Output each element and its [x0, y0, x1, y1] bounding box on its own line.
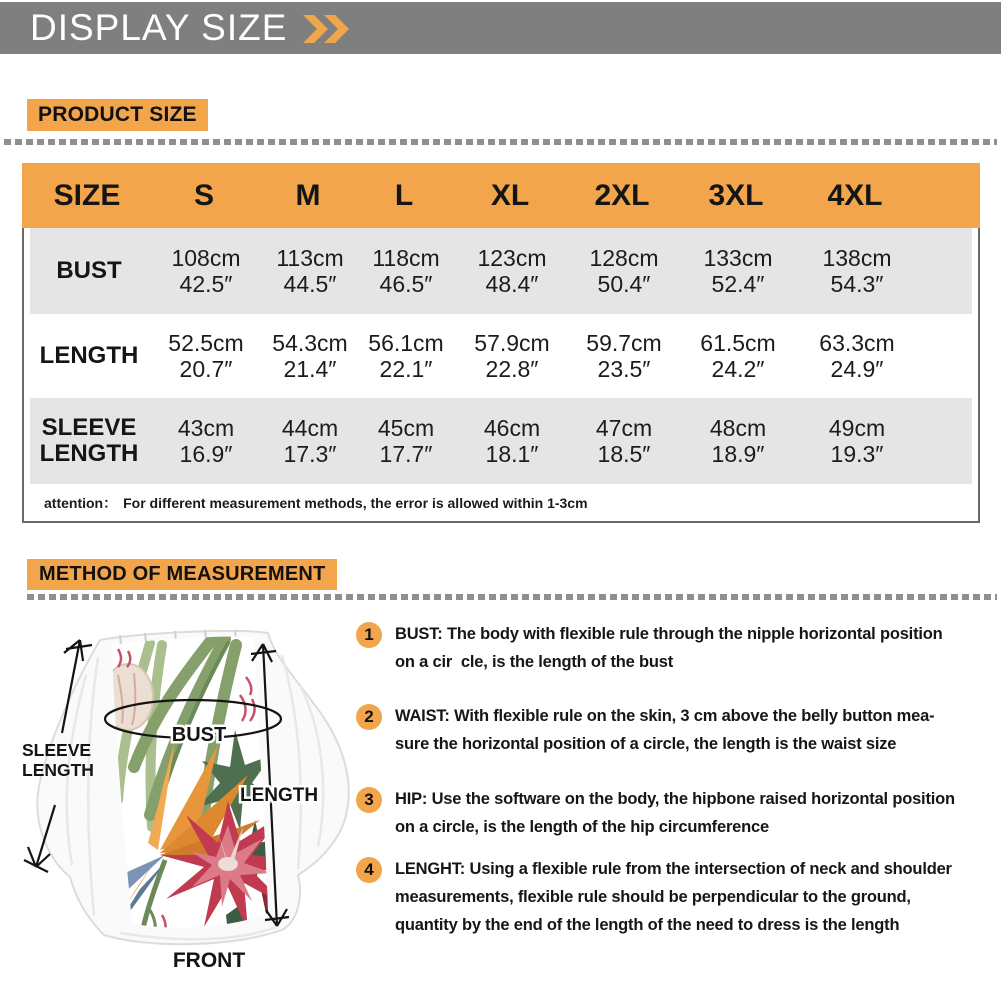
- value-inch: 46.5″: [379, 271, 433, 297]
- row-label: SLEEVE LENGTH: [39, 414, 139, 467]
- diagram-bust-label: BUST: [171, 724, 227, 746]
- diagram-front-label: FRONT: [172, 949, 246, 972]
- instruction-number-badge: 2: [356, 704, 382, 730]
- value-cm: 133cm: [703, 245, 773, 271]
- value-inch: 24.2″: [711, 356, 765, 382]
- size-table: [22, 163, 980, 523]
- size-column-header: 4XL: [827, 178, 883, 212]
- value-inch: 22.1″: [379, 356, 433, 382]
- size-value-cell: [264, 330, 356, 382]
- value-inch: 20.7″: [179, 356, 233, 382]
- size-column-header: L: [394, 178, 414, 212]
- value-cm: 54.3cm: [272, 330, 348, 356]
- method-of-measurement-label: [27, 559, 337, 590]
- instruction-item: [356, 620, 943, 676]
- product-size-label-text: PRODUCT SIZE: [38, 103, 197, 126]
- size-value-cell: [456, 415, 568, 467]
- size-value-cell: [264, 415, 356, 467]
- instruction-item: [356, 785, 955, 841]
- size-value-cell: [148, 330, 264, 382]
- diagram-sleeve-length-label-line2: LENGTH: [22, 760, 94, 780]
- size-value-cell: [356, 415, 456, 467]
- instruction-text: [395, 702, 934, 758]
- value-cm: 48cm: [709, 415, 767, 441]
- banner-title: DISPLAY SIZE: [30, 7, 288, 48]
- size-value-cell: [680, 245, 796, 297]
- size-value-cell: [456, 330, 568, 382]
- size-value-cell: [148, 245, 264, 297]
- size-value-cell: [456, 245, 568, 297]
- value-inch: 17.7″: [379, 441, 433, 467]
- size-value-cell: [568, 330, 680, 382]
- size-value-cell: [796, 330, 918, 382]
- value-cm: 113cm: [276, 245, 344, 271]
- size-column-header: XL: [490, 178, 530, 212]
- instruction-text-line: sure the horizontal position of a circle, the length is the waist size: [395, 735, 897, 753]
- value-cm: 57.9cm: [474, 330, 550, 356]
- value-cm: 43cm: [177, 415, 235, 441]
- value-inch: 19.3″: [830, 441, 884, 467]
- row-label: BUST: [56, 257, 122, 284]
- instruction-number-badge: 4: [356, 857, 382, 883]
- instruction-text-line: measurements, flexible rule should be perpendicular to the ground,: [395, 888, 911, 906]
- instruction-text-line: HIP: Use the software on the body, the hipbone raised horizontal position: [395, 790, 955, 808]
- value-inch: 18.5″: [597, 441, 651, 467]
- value-inch: 17.3″: [283, 441, 337, 467]
- size-table-row: [30, 314, 972, 398]
- instruction-text-line: BUST: The body with flexible rule through the nipple horizontal position: [395, 625, 943, 643]
- value-cm: 44cm: [281, 415, 339, 441]
- size-column-header: SIZE: [53, 178, 121, 212]
- instruction-text-line: on a circle, is the length of the hip circumference: [395, 818, 769, 836]
- value-cm: 118cm: [372, 245, 440, 271]
- size-table-row: [30, 228, 972, 314]
- value-cm: 63.3cm: [819, 330, 895, 356]
- size-table-header: [22, 163, 980, 228]
- instruction-text-line: LENGHT: Using a flexible rule from the intersection of neck and shoulder: [395, 860, 952, 878]
- size-column-header: 2XL: [594, 178, 650, 212]
- instruction-text-line: quantity by the end of the length of the need to dress is the length: [395, 916, 900, 934]
- instruction-item: [356, 855, 952, 939]
- value-inch: 21.4″: [283, 356, 337, 382]
- diagram-sleeve-length-label-line1: SLEEVE: [22, 740, 92, 760]
- instruction-text: [395, 620, 943, 676]
- attention-note: [30, 484, 972, 521]
- value-cm: 108cm: [171, 245, 241, 271]
- value-cm: 56.1cm: [368, 330, 444, 356]
- value-cm: 49cm: [828, 415, 886, 441]
- size-column-header: M: [295, 178, 321, 212]
- instruction-text-line: WAIST: With flexible rule on the skin, 3 cm above the belly button mea-: [395, 707, 935, 725]
- dashed-divider-middle: [27, 594, 997, 600]
- value-inch: 42.5″: [179, 271, 233, 297]
- size-table-body: [22, 228, 980, 523]
- method-label-text: METHOD OF MEASUREMENT: [39, 563, 326, 585]
- value-inch: 44.5″: [283, 271, 337, 297]
- size-value-cell: [568, 415, 680, 467]
- size-value-cell: [356, 330, 456, 382]
- value-cm: 128cm: [589, 245, 659, 271]
- value-cm: 47cm: [595, 415, 653, 441]
- size-value-cell: [796, 415, 918, 467]
- garment-measurement-diagram: [0, 615, 360, 987]
- value-cm: 61.5cm: [700, 330, 776, 356]
- product-size-label: [27, 99, 208, 131]
- value-inch: 16.9″: [179, 441, 233, 467]
- value-inch: 18.1″: [485, 441, 539, 467]
- diagram-length-label: LENGTH: [240, 785, 319, 806]
- display-size-banner: [0, 2, 1001, 54]
- value-cm: 52.5cm: [168, 330, 244, 356]
- value-cm: 59.7cm: [586, 330, 662, 356]
- value-inch: 50.4″: [597, 271, 651, 297]
- value-inch: 22.8″: [485, 356, 539, 382]
- size-value-cell: [680, 415, 796, 467]
- dashed-divider-top: [4, 139, 997, 145]
- value-cm: 123cm: [477, 245, 547, 271]
- instruction-number-badge: 1: [356, 622, 382, 648]
- instruction-text: [395, 785, 955, 841]
- value-inch: 18.9″: [711, 441, 765, 467]
- value-inch: 52.4″: [711, 271, 765, 297]
- value-inch: 48.4″: [485, 271, 539, 297]
- value-cm: 46cm: [483, 415, 541, 441]
- value-cm: 138cm: [822, 245, 892, 271]
- instruction-number-badge: 3: [356, 787, 382, 813]
- size-value-cell: [356, 245, 456, 297]
- value-cm: 45cm: [377, 415, 435, 441]
- value-inch: 24.9″: [830, 356, 884, 382]
- size-table-row: [30, 398, 972, 484]
- value-inch: 54.3″: [830, 271, 884, 297]
- attention-label: attention：: [44, 494, 118, 511]
- size-column-header: 3XL: [708, 178, 764, 212]
- size-value-cell: [796, 245, 918, 297]
- size-value-cell: [264, 245, 356, 297]
- double-chevron-right-icon: [303, 15, 351, 43]
- size-value-cell: [568, 245, 680, 297]
- value-inch: 23.5″: [597, 356, 651, 382]
- instruction-item: [356, 702, 934, 758]
- instruction-text-line: on a cir cle, is the length of the bust: [395, 653, 674, 671]
- instruction-text: [395, 855, 952, 939]
- size-value-cell: [680, 330, 796, 382]
- size-column-header: S: [193, 178, 214, 212]
- row-label: LENGTH: [39, 342, 139, 369]
- size-value-cell: [148, 415, 264, 467]
- attention-text: For different measurement methods, the error is allowed within 1-3cm: [123, 494, 588, 511]
